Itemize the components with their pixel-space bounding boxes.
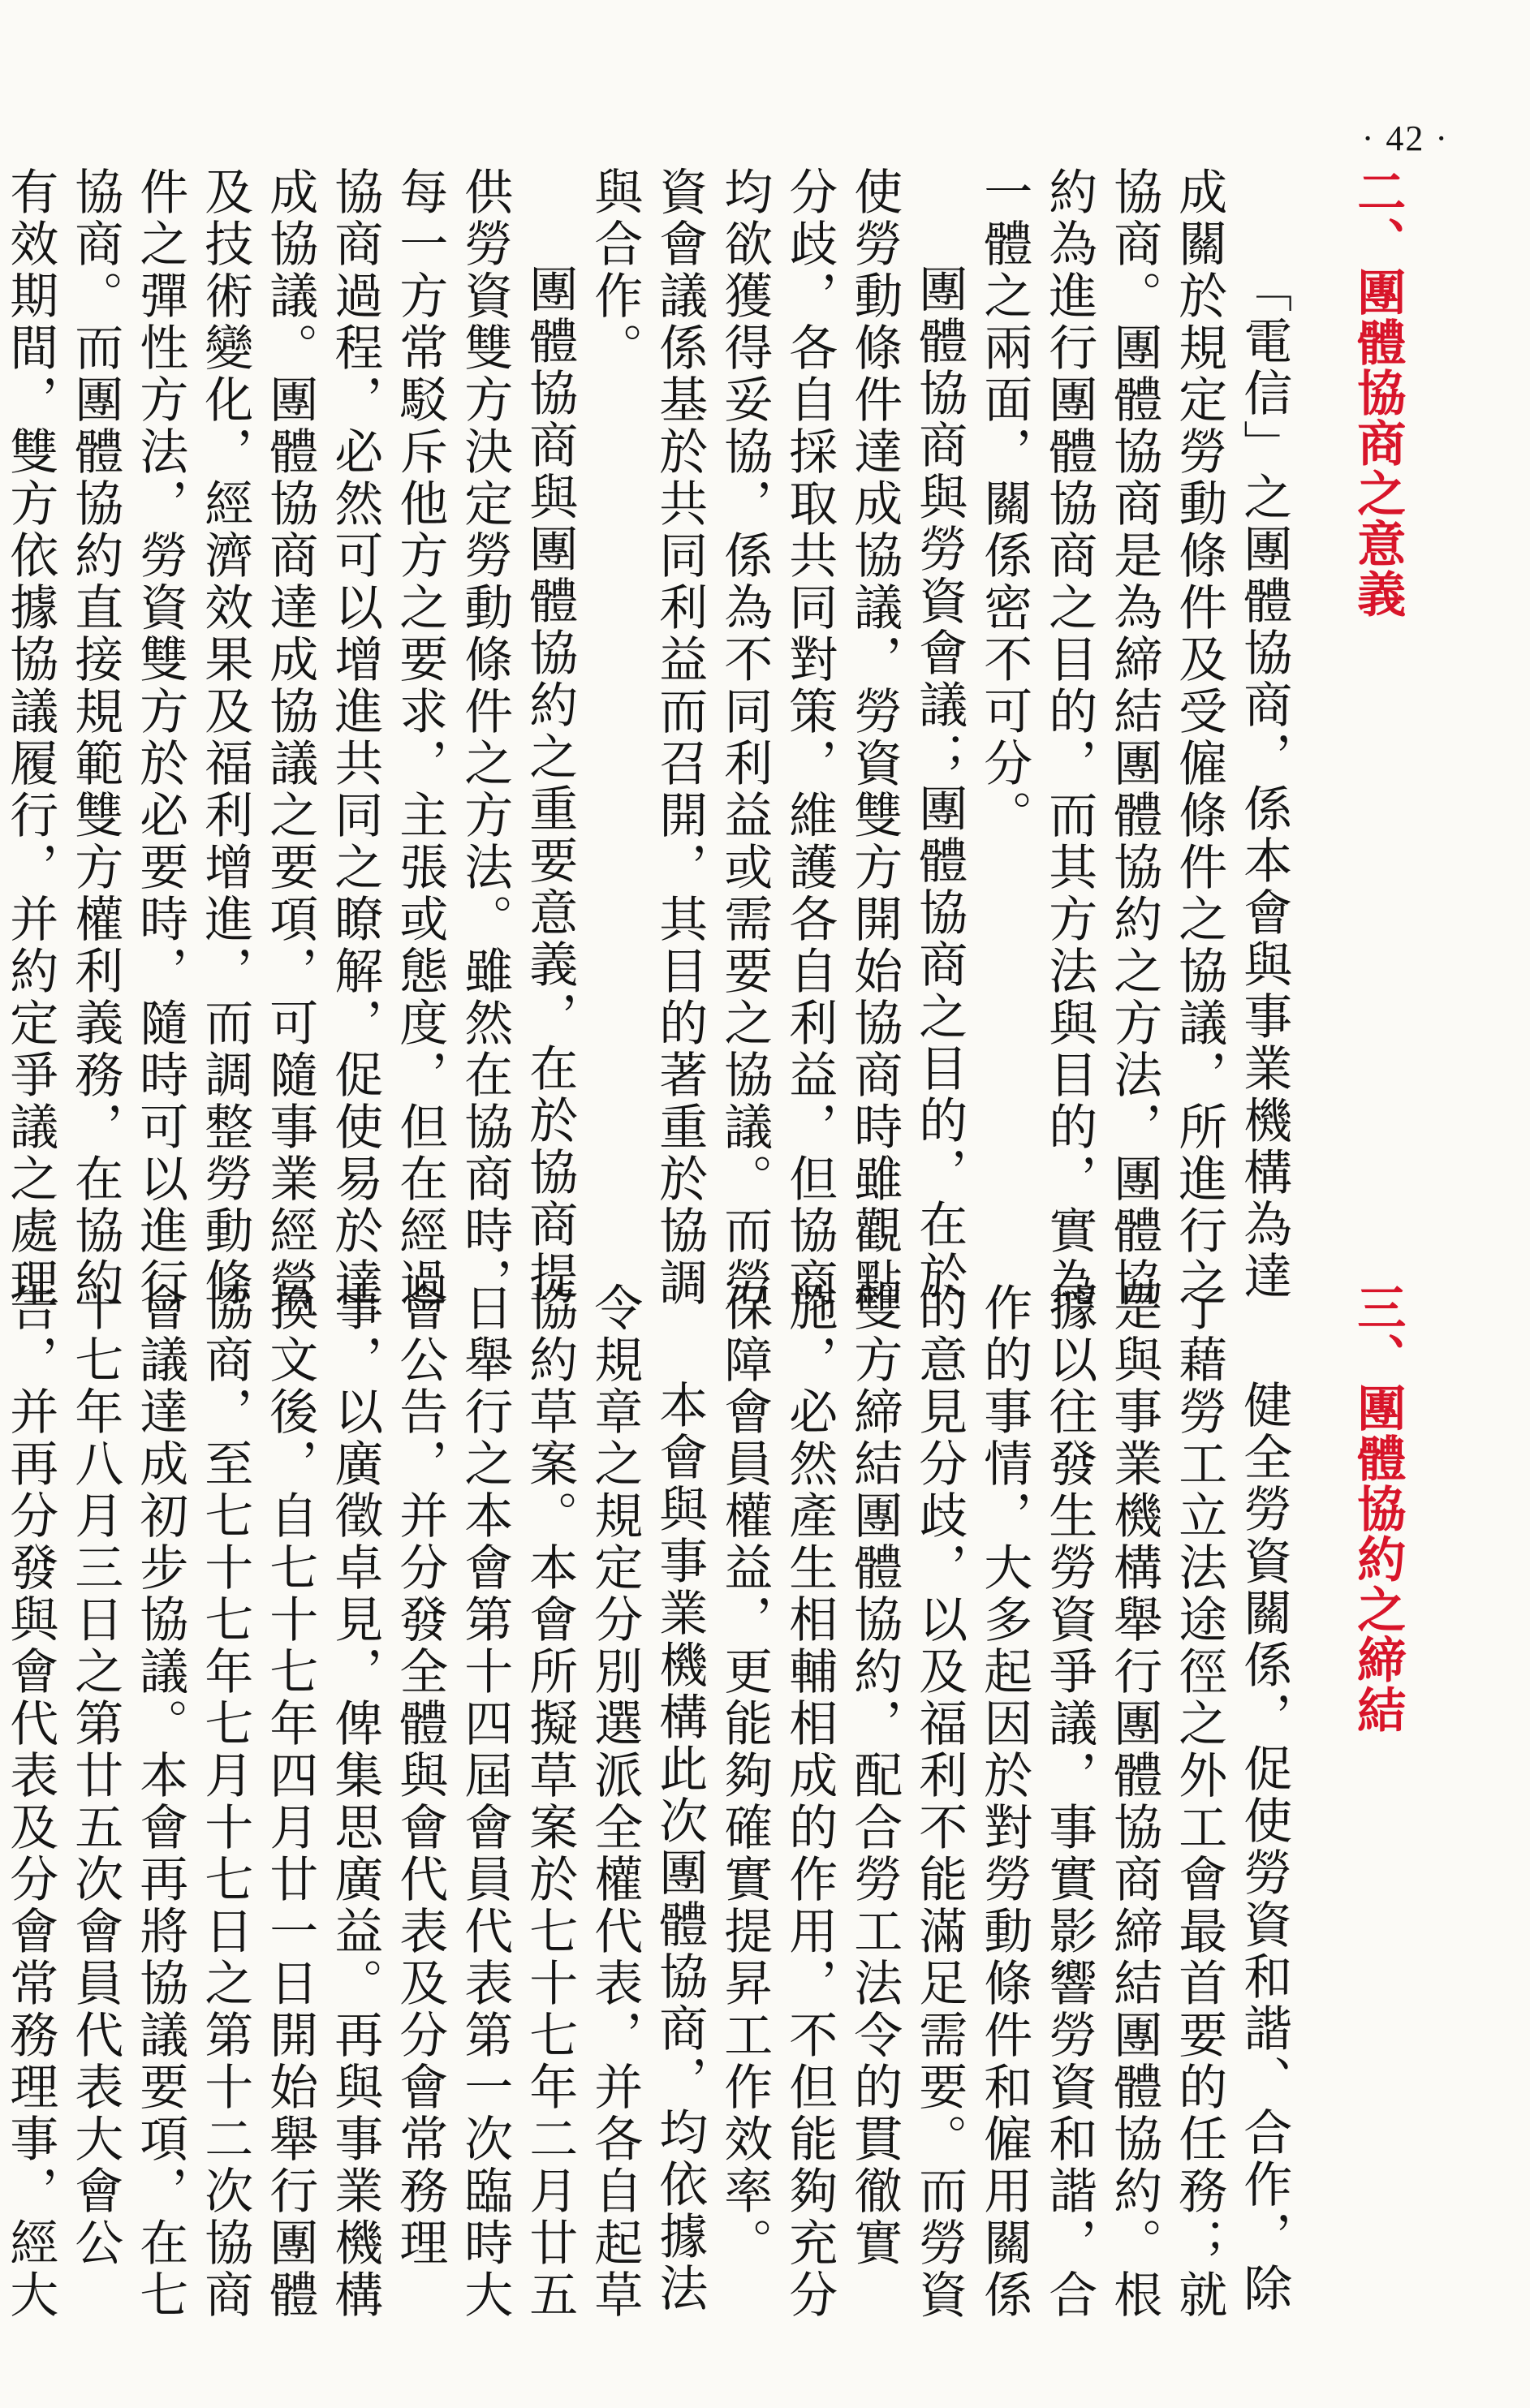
section-3-title: 三、團體協約之締結 (1349, 1282, 1407, 1735)
section-3-paragraph-2: 本會與事業機構此次團體協商，均依據法令規章之規定分別選派全權代表，并各自起草協約草案。本會所擬草案於七十七年二月廿五日舉行之本會第十四屆會員代表第一次臨時大會公告，并分發全體與會代表及分會常務理事，以廣徵卓見，俾集思廣益。再與事業機構換文後，自七十七年四月廿一日開始舉行團體協商，至七十七年七月十七日之第十二次協商會議達成初步協議。本會再將協議要項，在七十七年八月三日之第廿五次會員代表大會公告，并再分發與會代表及分會常務理事，經大 (2, 1282, 709, 2321)
section-2-title: 二、團體協商之意義 (1349, 166, 1407, 619)
section-2-paragraph-2: 團體協商與勞資會議；團體協商之目的，在於使勞動條件達成協議，勞資雙方開始協商時雖觀點分歧，各自採取共同對策，維護各自利益，但協商均欲獲得妥協，係為不同利益或需要之協議。而勞資會議係基於共同利益而召開，其目的著重於協調與合作。 (586, 166, 968, 1309)
section-3-paragraph-1: 健全勞資關係，促使勞資和諧、合作，除了藉勞工立法途徑之外工會最首要的任務；就是與事業機構舉行團體協商締結團體協約。根據以往發生勞資爭議，事實影響勞資和諧，合作的事情，大多起因於對勞動條件和僱用關係的意見分歧，以及福利不能滿足需要。而勞資雙方締結團體協約，配合勞工法令的貫徹實施，必然產生相輔相成的作用，不但能夠充分保障會員權益，更能夠確實提昇工作效率。 (716, 1282, 1293, 2321)
section-conclusion-of-collective-agreement (0, 1282, 1442, 2362)
section-2-paragraph-1: 「電信」之團體協商，係本會與事業機構為達成關於規定勞動條件及受僱條件之協議，所進行之協商。團體協商是為締結團體協約之方法，團體協約為進行團體協商之目的，而其方法與目的，實為一體之兩面，關係密不可分。 (976, 166, 1293, 1309)
section-meaning-of-collective-bargaining (0, 166, 1442, 1319)
section-2-paragraph-3: 團體協商與團體協約之重要意義，在於協商提供勞資雙方決定勞動條件之方法。雖然在協商時，每一方常駁斥他方之要求，主張或態度，但在經過協商過程，必然可以增進共同之瞭解，促使易於達成協議。團體協商達成協議之要項，可隨事業經營及技術變化，經濟效果及福利增進，而調整勞動條件之彈性方法，勞資雙方於必要時，隨時可以進行協商。而團體協約直接規範雙方權利義務，在協約有效期間，雙方依據協議履行，并約定爭議之處理 (2, 166, 579, 1309)
page-number: · 42 · (1361, 118, 1449, 158)
